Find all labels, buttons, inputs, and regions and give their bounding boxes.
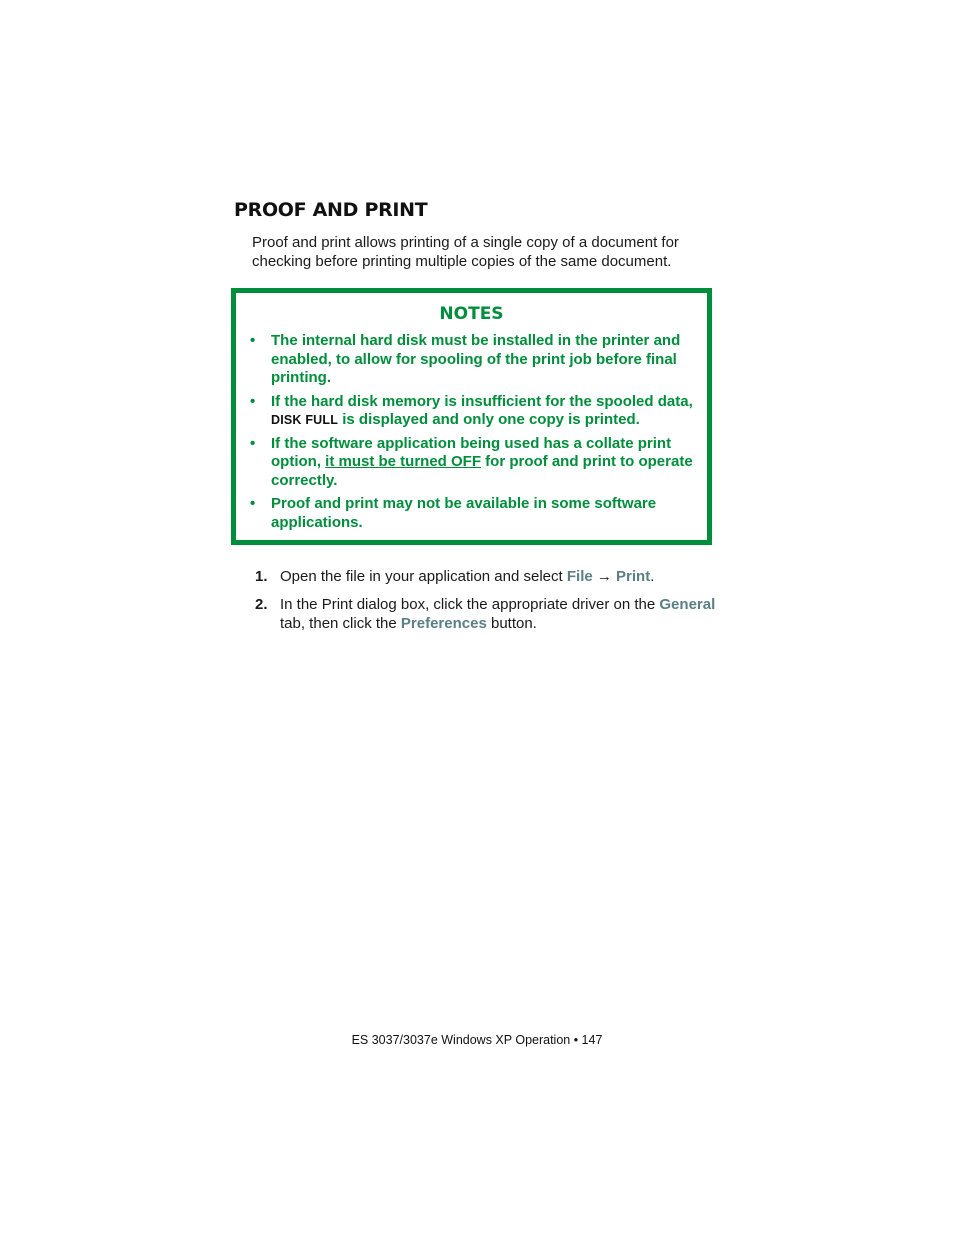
notes-title: NOTES xyxy=(439,304,504,324)
note-text: If the hard disk memory is insufficient for the spooled data, xyxy=(271,392,693,410)
note-item xyxy=(249,332,694,388)
step-text: tab, then click the xyxy=(280,615,401,632)
bullet-icon: • xyxy=(250,495,256,512)
step-item xyxy=(255,595,725,633)
ui-term-print: Print xyxy=(616,568,651,585)
intro-paragraph: Proof and print allows printing of a single copy of a document for checking before printing multiple copies of the same document. xyxy=(252,234,679,270)
note-text: The internal hard disk must be installed in the printer and enabled, to allow for spooling of the print job before final printing. xyxy=(271,332,681,386)
bullet-icon: • xyxy=(250,392,256,410)
note-text: for proof and print to operate correctly. xyxy=(271,453,693,489)
step-number: 2. xyxy=(255,596,268,613)
note-item xyxy=(249,435,694,491)
step-number: 1. xyxy=(255,568,268,585)
note-text: Proof and print may not be available in some software applications. xyxy=(271,495,657,531)
page-footer: ES 3037/3037e Windows XP Operation • 147 xyxy=(351,1033,603,1047)
step-text: button. xyxy=(486,615,537,632)
disk-full-message: DISK FULL xyxy=(271,413,339,427)
step-text: Open the file in your application and select xyxy=(280,568,567,585)
ui-term-file: File xyxy=(566,568,593,585)
steps-list xyxy=(255,567,725,642)
notes-box xyxy=(231,288,712,545)
step-item xyxy=(255,567,725,586)
underlined-warning: it must be turned OFF xyxy=(325,453,481,470)
note-item xyxy=(249,393,694,430)
bullet-icon: • xyxy=(250,434,256,452)
ui-term-general: General xyxy=(659,596,716,613)
ui-term-preferences: Preferences xyxy=(400,615,487,632)
notes-list xyxy=(249,332,694,537)
step-text: In the Print dialog box, click the appropriate driver on the xyxy=(280,596,660,613)
note-text: is displayed and only one copy is printed. xyxy=(338,411,640,428)
note-text: If the software application being used has a collate print option, xyxy=(271,434,672,470)
note-item xyxy=(249,495,694,532)
arrow-icon: → xyxy=(592,568,617,585)
section-title: PROOF AND PRINT xyxy=(234,199,428,221)
step-text: . xyxy=(650,568,655,585)
bullet-icon: • xyxy=(250,332,256,349)
